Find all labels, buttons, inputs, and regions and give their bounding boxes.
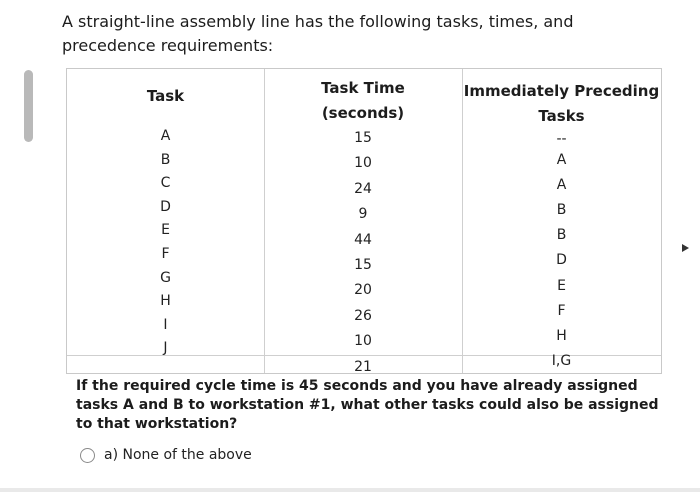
preceding-task-cell: E bbox=[557, 277, 566, 294]
task-cell: I bbox=[163, 316, 168, 333]
preceding-task-cell: A bbox=[556, 177, 567, 194]
task-time-cell: 44 bbox=[354, 231, 372, 248]
header-time-line1: Task Time bbox=[321, 79, 405, 97]
preceding-task-cell: -- bbox=[556, 131, 567, 147]
task-time-cell: 10 bbox=[354, 155, 372, 172]
task-cell: A bbox=[160, 128, 171, 144]
task-time-cell: 24 bbox=[354, 180, 372, 197]
task-cell: J bbox=[163, 340, 168, 357]
mouse-cursor-icon bbox=[682, 244, 689, 252]
scrollbar-thumb[interactable] bbox=[24, 70, 33, 142]
task-cell: B bbox=[160, 151, 171, 168]
preceding-task-cell: I,G bbox=[551, 352, 572, 369]
task-time-cell: 15 bbox=[354, 130, 372, 146]
task-time-cell: 15 bbox=[354, 257, 372, 273]
problem-intro: A straight-line assembly line has the following tasks, times, and precedence requirements: bbox=[62, 12, 574, 55]
radio-button[interactable] bbox=[80, 448, 95, 463]
task-cell: E bbox=[161, 222, 170, 239]
preceding-task-cell: A bbox=[556, 152, 567, 168]
bottom-divider bbox=[0, 488, 700, 492]
header-time-line2: (seconds) bbox=[321, 104, 405, 122]
task-time-cell: 21 bbox=[354, 358, 372, 375]
header-task: Task bbox=[146, 87, 185, 105]
task-cell: D bbox=[160, 198, 171, 215]
preceding-task-cell: B bbox=[556, 202, 567, 219]
header-prec-line1: Immediately Preceding bbox=[463, 82, 660, 100]
preceding-task-cell: B bbox=[556, 227, 567, 244]
task-time-cell: 10 bbox=[354, 333, 372, 350]
preceding-task-cell: F bbox=[557, 302, 566, 319]
task-cell: F bbox=[161, 246, 170, 262]
precedence-table bbox=[66, 68, 662, 374]
task-cell: G bbox=[160, 269, 171, 286]
task-time-cell: 26 bbox=[354, 307, 372, 324]
preceding-task-cell: H bbox=[556, 327, 567, 344]
task-cell: C bbox=[160, 175, 171, 192]
preceding-task-cell: D bbox=[556, 252, 567, 269]
header-prec-line2: Tasks bbox=[538, 107, 585, 125]
task-time-cell: 9 bbox=[358, 206, 368, 223]
task-cell: H bbox=[160, 293, 171, 310]
question-text: If the required cycle time is 45 seconds and you have already assigned tasks A and B to workstation #1, what other tasks could also be assigned to that workstation? bbox=[76, 378, 659, 432]
option-label: a) None of the above bbox=[104, 447, 252, 463]
task-time-cell: 20 bbox=[354, 282, 372, 299]
option-a[interactable] bbox=[80, 444, 252, 466]
